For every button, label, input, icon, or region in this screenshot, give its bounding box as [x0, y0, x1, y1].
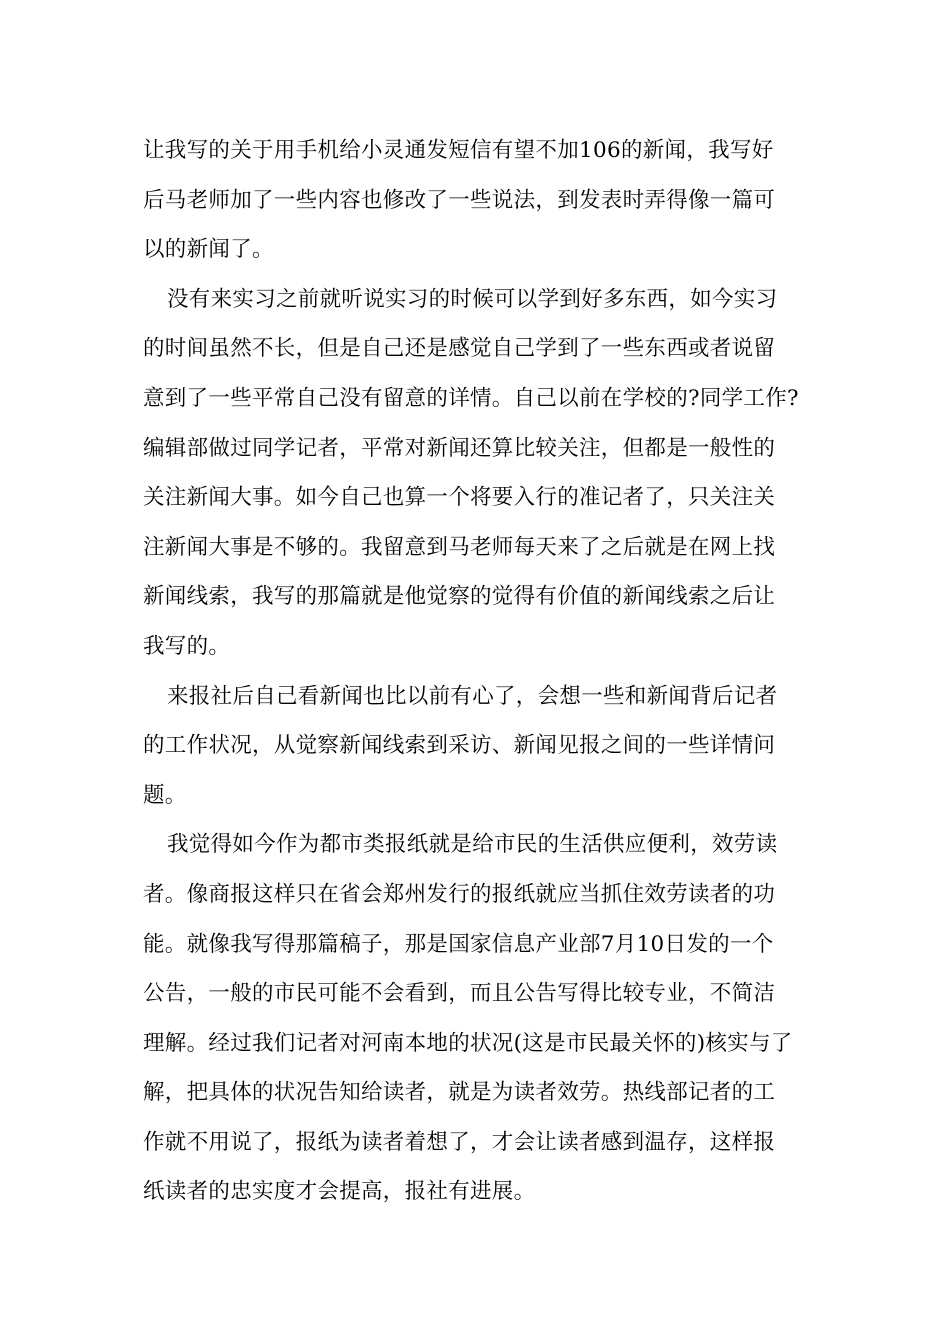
text-line: 我觉得如今作为都市类报纸就是给市民的生活供应便利，效劳读: [167, 832, 778, 858]
text-line: 能。就像我写得那篇稿子，那是国家信息产业部7月10日发的一个: [143, 931, 774, 957]
paragraph-3: [143, 672, 809, 821]
text-line: 我写的。: [143, 633, 231, 659]
text-line: 来报社后自己看新闻也比以前有心了，会想一些和新闻背后记者: [167, 683, 778, 709]
text-line: 意到了一些平常自己没有留意的详情。自己以前在学校的?同学工作?: [143, 385, 799, 411]
text-line: 作就不用说了，报纸为读者着想了，才会让读者感到温存，这样报: [143, 1129, 776, 1155]
document-body: [143, 126, 809, 1217]
text-line: 题。: [143, 782, 187, 808]
text-line: 纸读者的忠实度才会提高，报社有进展。: [143, 1179, 536, 1205]
text-line: 后马老师加了一些内容也修改了一些说法，到发表时弄得像一篇可: [143, 187, 776, 213]
text-line: 关注新闻大事。如今自己也算一个将要入行的准记者了，只关注关: [143, 485, 776, 511]
paragraph-4: [143, 820, 809, 1217]
paragraph-1: [143, 126, 809, 275]
text-line: 公告，一般的市民可能不会看到，而且公告写得比较专业，不简洁: [143, 981, 776, 1007]
text-line: 的工作状况，从觉察新闻线索到采访、新闻见报之间的一些详情问: [143, 733, 776, 759]
text-line: 的时间虽然不长，但是自己还是感觉自己学到了一些东西或者说留: [143, 336, 776, 362]
paragraph-2: [143, 275, 809, 672]
text-line: 新闻线索，我写的那篇就是他觉察的觉得有价值的新闻线索之后让: [143, 584, 776, 610]
text-line: 没有来实习之前就听说实习的时候可以学到好多东西，如今实习: [167, 286, 778, 312]
text-line: 解，把具体的状况告知给读者，就是为读者效劳。热线部记者的工: [143, 1080, 776, 1106]
text-line: 理解。经过我们记者对河南本地的状况(这是市民最关怀的)核实与了: [143, 1030, 793, 1056]
text-line: 以的新闻了。: [143, 237, 274, 263]
text-line: 让我写的关于用手机给小灵通发短信有望不加106的新闻，我写好: [143, 138, 774, 163]
text-line: 者。像商报这样只在省会郑州发行的报纸就应当抓住效劳读者的功: [143, 881, 776, 907]
text-line: 注新闻大事是不够的。我留意到马老师每天来了之后就是在网上找: [143, 534, 776, 560]
text-line: 编辑部做过同学记者，平常对新闻还算比较关注，但都是一般性的: [143, 435, 776, 461]
